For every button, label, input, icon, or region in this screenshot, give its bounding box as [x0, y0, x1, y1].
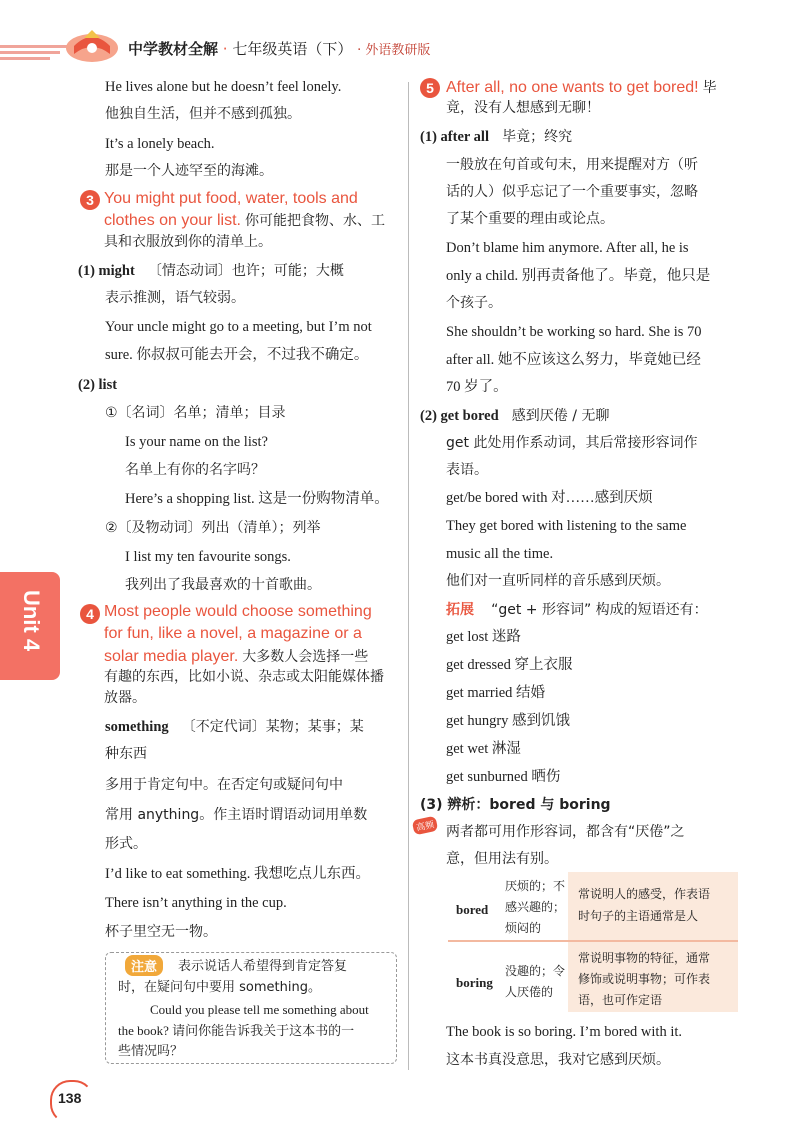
example-sentence: The book is so boring. I’m bored with it. — [446, 1024, 683, 1040]
header-stripe — [0, 45, 70, 48]
table-usage: 时句子的主语通常是人 — [578, 909, 699, 923]
example-sentence: It’s a lonely beach. — [105, 136, 215, 152]
key-sentence-translation: 竟，没有人想感到无聊！ — [446, 100, 600, 116]
phrase-item: get married 结婚 — [446, 685, 546, 701]
book-grade-title: 七年级英语（下） — [232, 40, 353, 58]
example-sentence: He lives alone but he doesn’t feel lonely. — [105, 79, 342, 95]
entry-description: 表示推测，语气较弱。 — [105, 290, 245, 306]
note-tag: 注意 — [125, 955, 163, 976]
table-usage: 修饰或说明事物；可作表 — [578, 972, 711, 986]
note-text: 时，在疑问句中要用 something。 — [118, 980, 321, 995]
header-title: 中学教材全解 · 七年级英语（下） · 外语教研版 — [128, 40, 431, 58]
table-meaning: 感兴趣的； — [505, 900, 566, 914]
example-translation: 我列出了我最喜欢的十首歌曲。 — [125, 577, 321, 593]
entry-description: 话的人）似乎忘记了一个重要事实，忽略 — [446, 184, 698, 200]
entry-description: 形式。 — [105, 836, 147, 852]
example-translation: 那是一个人迹罕至的海滩。 — [105, 163, 273, 179]
sentence-number-badge: 3 — [80, 190, 100, 210]
example-translation: 这本书真没意思，我对它感到厌烦。 — [446, 1052, 670, 1068]
unit-tab-label: Unit 4 — [19, 590, 44, 652]
entry-description: 意，但用法有别。 — [446, 851, 558, 867]
entry-something: something 〔不定代词〕某物；某事；某 — [105, 719, 364, 735]
example-translation: 名单上有你的名字吗？ — [125, 462, 265, 478]
header-stripe — [0, 57, 50, 60]
column-divider — [408, 82, 409, 1070]
key-sentence: Most people would choose something — [104, 603, 372, 620]
phrase-item: get sunburned 晒伤 — [446, 769, 561, 785]
entry-definition: ①〔名词〕名单；清单；目录 — [105, 405, 286, 421]
key-sentence: After all, no one wants to get bored! 毕 — [446, 79, 717, 96]
sentence-number-badge: 5 — [420, 78, 440, 98]
entry-definition: 种东西 — [105, 746, 147, 762]
example-translation: 个孩子。 — [446, 295, 502, 311]
entry-description: 两者都可用作形容词，都含有“厌倦”之 — [446, 824, 685, 840]
header-stripe — [0, 51, 60, 54]
book-edition: · 外语教研版 — [357, 43, 431, 58]
book-series-title: 中学教材全解 — [128, 40, 219, 58]
entry-list: (2) list — [78, 377, 118, 393]
key-sentence: for fun, like a novel, a magazine or a — [104, 625, 362, 642]
note-example: 些情况吗？ — [118, 1044, 184, 1059]
example-sentence: Your uncle might go to a meeting, but I’m not — [105, 319, 372, 335]
entry-might: (1) might 〔情态动词〕也许；可能；大概 — [78, 263, 344, 279]
frequency-tag: 高频 — [412, 816, 439, 836]
table-usage: 常说明事物的特征，通常 — [578, 951, 711, 965]
key-sentence: You might put food, water, tools and — [104, 190, 358, 207]
page-header — [0, 0, 800, 70]
table-meaning: 没趣的；令 — [505, 964, 566, 978]
example-sentence: Is your name on the list? — [125, 434, 268, 450]
table-meaning: 人厌倦的 — [505, 985, 554, 999]
example-sentence: only a child. 别再责备他了。毕竟，他只是 — [446, 268, 711, 284]
phrase-item: get wet 淋湿 — [446, 741, 521, 757]
table-word: boring — [456, 975, 493, 990]
key-sentence-translation: 放器。 — [104, 690, 146, 706]
entry-description: 一般放在句首或句末，用来提醒对方（听 — [446, 157, 698, 173]
table-divider — [448, 940, 738, 942]
entry-get-bored: (2) get bored 感到厌倦 / 无聊 — [420, 408, 610, 424]
example-sentence: Don’t blame him anymore. After all, he is — [446, 240, 689, 256]
example-sentence: sure. 你叔叔可能去开会，不过我不确定。 — [105, 347, 369, 363]
entry-comparison: (3) 辨析：bored 与 boring — [420, 797, 611, 813]
key-sentence: solar media player. 大多数人会选择一些 — [104, 648, 369, 665]
key-sentence-translation: 有趣的东西，比如小说、杂志或太阳能媒体播 — [104, 669, 384, 685]
entry-description: get/be bored with 对……感到厌烦 — [446, 490, 653, 506]
example-sentence: I’d like to eat something. 我想吃点儿东西。 — [105, 866, 370, 882]
table-usage: 常说明人的感受，作表语 — [578, 887, 711, 901]
entry-description: get 此处用作系动词，其后常接形容词作 — [446, 435, 698, 451]
example-sentence: They get bored with listening to the same — [446, 518, 687, 534]
phrase-item: get hungry 感到饥饿 — [446, 713, 571, 729]
phrase-item: get dressed 穿上衣服 — [446, 657, 573, 673]
example-translation: 杯子里空无一物。 — [105, 924, 217, 940]
phrase-item: get lost 迷路 — [446, 629, 521, 645]
example-sentence: She shouldn’t be working so hard. She is 70 — [446, 324, 702, 340]
entry-after-all: (1) after all 毕竟；终究 — [420, 129, 573, 145]
example-sentence: music all the time. — [446, 546, 554, 562]
extension-note: 拓展 “get + 形容词” 构成的短语还有： — [446, 602, 708, 618]
example-sentence: There isn’t anything in the cup. — [105, 895, 287, 911]
entry-description: 了某个重要的理由或论点。 — [446, 211, 614, 227]
book-logo-icon — [62, 18, 122, 64]
entry-description: 多用于肯定句中。在否定句或疑问句中 — [105, 777, 343, 793]
page-number: 138 — [58, 1090, 82, 1106]
example-sentence: Here’s a shopping list. 这是一份购物清单。 — [125, 491, 389, 507]
key-sentence-translation: 具和衣服放到你的清单上。 — [104, 234, 272, 250]
table-meaning: 烦闷的 — [505, 921, 542, 935]
table-word: bored — [456, 902, 489, 917]
example-translation: 他们对一直听同样的音乐感到厌烦。 — [446, 573, 670, 589]
note-text: 表示说话人希望得到肯定答复 — [178, 959, 348, 974]
table-meaning: 厌烦的；不 — [505, 879, 566, 893]
note-example: the book? 请问你能告诉我关于这本书的一 — [118, 1023, 355, 1038]
example-sentence: 70 岁了。 — [446, 379, 508, 395]
table-usage: 语，也可作定语 — [578, 993, 663, 1007]
sentence-number-badge: 4 — [80, 604, 100, 624]
entry-description: 常用 anything。作主语时谓语动词用单数 — [105, 807, 368, 823]
example-sentence: after all. 她不应该这么努力，毕竟她已经 — [446, 352, 701, 368]
key-sentence: clothes on your list. 你可能把食物、水、工 — [104, 212, 385, 229]
example-translation: 他独自生活，但并不感到孤独。 — [105, 106, 301, 122]
entry-description: 表语。 — [446, 462, 488, 478]
entry-definition: ②〔及物动词〕列出（清单）；列举 — [105, 520, 321, 536]
example-sentence: I list my ten favourite songs. — [125, 549, 291, 565]
note-example: Could you please tell me something about — [150, 1002, 369, 1017]
